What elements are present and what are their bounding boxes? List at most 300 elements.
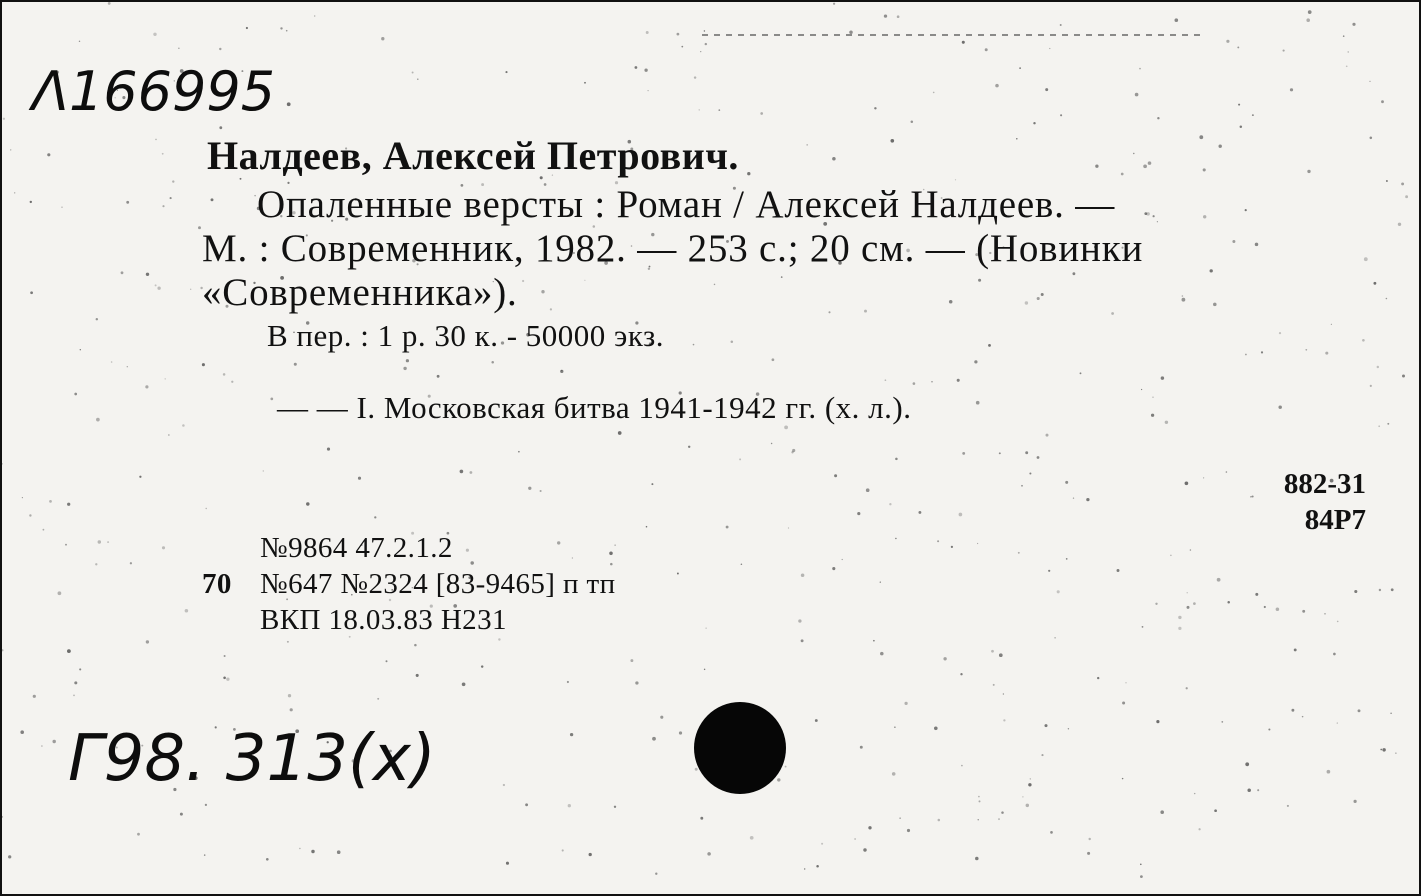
paper-speckle [828, 311, 830, 313]
paper-speckle [2, 816, 3, 818]
paper-speckle [705, 627, 706, 628]
paper-speckle [801, 639, 804, 642]
paper-speckle [995, 84, 999, 88]
paper-speckle [1226, 471, 1228, 473]
paper-speckle [1346, 65, 1348, 67]
paper-speckle [704, 669, 705, 670]
paper-speckle [1306, 18, 1310, 22]
paper-speckle [311, 850, 314, 853]
paper-speckle [219, 126, 222, 129]
paper-speckle [688, 446, 690, 448]
paper-speckle [1178, 616, 1181, 619]
paper-speckle [1155, 603, 1157, 605]
paper-speckle [857, 512, 860, 515]
paper-speckle [1386, 298, 1388, 300]
paper-speckle [951, 546, 953, 548]
paper-speckle [1308, 10, 1312, 14]
paper-speckle [618, 431, 622, 435]
paper-speckle [108, 2, 111, 5]
paper-speckle [1170, 555, 1171, 556]
paper-speckle [96, 318, 98, 320]
paper-speckle [1358, 709, 1361, 712]
paper-speckle [999, 452, 1001, 454]
paper-speckle [518, 451, 520, 453]
paper-speckle [890, 139, 894, 143]
paper-speckle [146, 273, 149, 276]
paper-speckle [1264, 606, 1266, 608]
paper-speckle [290, 708, 293, 711]
paper-speckle [386, 660, 388, 662]
paper-speckle [560, 370, 563, 373]
paper-speckle [1117, 569, 1120, 572]
paper-speckle [204, 854, 205, 855]
paper-speckle [162, 205, 164, 207]
paper-speckle [1402, 375, 1405, 378]
paper-speckle [1073, 497, 1074, 498]
paper-speckle [1049, 48, 1050, 49]
paper-speckle [568, 804, 571, 807]
paper-speckle [1378, 425, 1380, 427]
paper-speckle [1186, 687, 1188, 689]
paper-speckle [610, 563, 613, 566]
paper-speckle [3, 118, 5, 120]
registration-line-2: №647 №2324 [83-9465] п тп [260, 568, 616, 600]
paper-speckle [52, 740, 55, 743]
paper-speckle [1156, 720, 1159, 723]
paper-speckle [1151, 414, 1154, 417]
paper-speckle [1405, 195, 1408, 198]
paper-speckle [1095, 165, 1098, 168]
paper-speckle [1294, 648, 1297, 651]
paper-speckle [503, 784, 505, 786]
paper-speckle [589, 853, 592, 856]
paper-speckle [821, 843, 823, 845]
paper-speckle [1354, 800, 1357, 803]
paper-speckle [1182, 295, 1184, 297]
paper-speckle [414, 644, 417, 647]
paper-speckle [47, 153, 50, 156]
paper-speckle [695, 768, 698, 771]
paper-speckle [74, 681, 77, 684]
paper-speckle [804, 868, 805, 869]
paper-speckle [1072, 272, 1075, 275]
paper-speckle [630, 659, 633, 662]
paper-speckle [270, 398, 273, 401]
card-punch-hole [694, 702, 786, 794]
paper-speckle [286, 30, 288, 32]
paper-speckle [337, 850, 341, 854]
paper-speckle [1203, 477, 1204, 478]
paper-speckle [1041, 293, 1044, 296]
paper-speckle [1203, 215, 1206, 218]
paper-speckle [1041, 754, 1043, 756]
paper-speckle [30, 201, 32, 203]
paper-speckle [1305, 349, 1307, 351]
paper-speckle [162, 546, 165, 549]
paper-speckle [1238, 104, 1240, 106]
paper-speckle [714, 284, 716, 286]
paper-speckle [806, 144, 808, 146]
paper-speckle [168, 434, 169, 435]
paper-speckle [180, 813, 183, 816]
paper-speckle [280, 27, 282, 29]
handwritten-call-number: Г98. 313(х) [68, 722, 436, 796]
paper-speckle [287, 641, 289, 643]
paper-speckle [655, 873, 657, 875]
paper-speckle [874, 107, 876, 109]
paper-speckle [834, 474, 837, 477]
registration-line-1: №9864 47.2.1.2 [260, 532, 453, 564]
paper-speckle [8, 855, 11, 858]
paper-speckle [962, 452, 965, 455]
description-line-2: М. : Современник, 1982. — 253 с.; 20 см. — (Новинки [202, 227, 1144, 270]
paper-speckle [2, 649, 4, 651]
paper-speckle [1395, 752, 1396, 753]
paper-speckle [145, 385, 148, 388]
paper-speckle [288, 694, 291, 697]
paper-speckle [1219, 145, 1222, 148]
paper-speckle [1165, 421, 1168, 424]
paper-speckle [226, 678, 229, 681]
description-line-3: «Современника»). [202, 271, 518, 314]
paper-speckle [505, 71, 507, 73]
paper-speckle [1025, 301, 1028, 304]
paper-speckle [868, 826, 871, 829]
paper-speckle [1194, 793, 1195, 794]
paper-speckle [14, 192, 15, 193]
paper-speckle [1022, 796, 1023, 797]
paper-speckle [652, 737, 656, 741]
paper-speckle [1046, 434, 1049, 437]
paper-speckle [584, 280, 585, 281]
paper-speckle [1381, 100, 1384, 103]
paper-speckle [771, 443, 772, 444]
paper-speckle [1066, 558, 1068, 560]
paper-speckle [885, 379, 887, 381]
paper-speckle [781, 276, 783, 278]
paper-speckle [718, 109, 720, 111]
paper-speckle [1029, 472, 1031, 474]
paper-speckle [918, 511, 921, 514]
paper-speckle [1391, 588, 1394, 591]
paper-speckle [957, 379, 960, 382]
paper-speckle [660, 716, 663, 719]
paper-speckle [644, 69, 647, 72]
paper-speckle [1140, 864, 1142, 866]
paper-speckle [182, 424, 185, 427]
paper-speckle [130, 562, 132, 564]
paper-speckle [961, 765, 963, 767]
paper-speckle [646, 526, 648, 528]
paper-speckle [1135, 93, 1139, 97]
paper-speckle [614, 544, 615, 545]
paper-speckle [155, 284, 157, 286]
paper-speckle [833, 3, 835, 5]
paper-speckle [1217, 578, 1221, 582]
paper-speckle [266, 858, 269, 861]
paper-speckle [1257, 789, 1259, 791]
paper-speckle [880, 581, 881, 582]
paper-speckle [1221, 721, 1223, 723]
paper-speckle [95, 563, 97, 565]
price-line: В пер. : 1 р. 30 к. - 50000 экз. [267, 318, 664, 353]
paper-speckle [572, 557, 573, 558]
paper-speckle [374, 516, 376, 518]
paper-speckle [1377, 366, 1379, 368]
handwritten-shelf-mark: Λ166995 [32, 60, 276, 123]
paper-speckle [294, 363, 297, 366]
paper-speckle [1125, 682, 1126, 683]
paper-speckle [1198, 828, 1200, 830]
paper-speckle [1276, 607, 1280, 611]
paper-speckle [975, 857, 979, 861]
paper-speckle [224, 655, 226, 657]
paper-speckle [998, 818, 1000, 820]
paper-speckle [155, 139, 157, 141]
paper-speckle [470, 471, 473, 474]
paper-speckle [202, 363, 205, 366]
paper-speckle [1343, 35, 1345, 37]
paper-speckle [1398, 223, 1401, 226]
paper-speckle [562, 849, 564, 851]
paper-speckle [126, 201, 129, 204]
paper-speckle [1333, 653, 1336, 656]
paper-speckle [700, 817, 703, 820]
paper-speckle [1148, 161, 1152, 165]
paper-speckle [79, 41, 80, 42]
paper-speckle [884, 14, 887, 17]
paper-speckle [121, 271, 124, 274]
paper-speckle [741, 563, 743, 565]
paper-speckle [977, 543, 978, 544]
paper-speckle [1250, 496, 1252, 498]
paper-speckle [1140, 875, 1143, 878]
paper-speckle [705, 43, 707, 45]
paper-speckle [58, 591, 62, 595]
paper-speckle [1157, 221, 1158, 222]
paper-speckle [165, 378, 166, 379]
paper-speckle [1283, 50, 1285, 52]
paper-speckle [466, 549, 469, 552]
paper-speckle [943, 657, 946, 660]
paper-speckle [1018, 552, 1020, 554]
paper-speckle [223, 373, 226, 376]
paper-speckle [190, 289, 191, 290]
paper-speckle [437, 375, 440, 378]
paper-speckle [993, 684, 995, 686]
paper-speckle [681, 46, 683, 48]
paper-speckle [677, 573, 679, 575]
paper-speckle [747, 172, 750, 175]
paper-speckle [111, 361, 113, 363]
paper-speckle [33, 695, 36, 698]
paper-speckle [1161, 376, 1164, 379]
faded-top-line [702, 34, 1202, 36]
paper-speckle [107, 541, 109, 543]
paper-speckle [609, 552, 613, 556]
paper-speckle [1199, 135, 1203, 139]
paper-speckle [1182, 298, 1186, 302]
paper-speckle [892, 772, 896, 776]
paper-speckle [1033, 122, 1035, 124]
paper-speckle [1121, 173, 1124, 176]
paper-speckle [699, 109, 700, 110]
paper-speckle [904, 702, 907, 705]
registration-line-2-prefix: 70 [202, 568, 232, 600]
paper-speckle [999, 653, 1003, 657]
paper-speckle [750, 836, 754, 840]
paper-speckle [873, 640, 875, 642]
paper-speckle [1185, 481, 1189, 485]
paper-speckle [1348, 51, 1349, 52]
paper-speckle [1045, 88, 1048, 91]
paper-speckle [1337, 722, 1338, 723]
paper-speckle [1178, 627, 1181, 630]
paper-speckle [377, 698, 379, 700]
author-heading: Налдеев, Алексей Петрович. [207, 133, 739, 178]
paper-speckle [694, 76, 696, 78]
paper-speckle [470, 561, 473, 564]
paper-speckle [1054, 637, 1056, 639]
paper-speckle [1255, 243, 1259, 247]
paper-speckle [1030, 778, 1031, 779]
paper-speckle [211, 198, 214, 201]
paper-speckle [931, 381, 932, 382]
paper-speckle [567, 681, 569, 683]
paper-speckle [899, 817, 900, 818]
paper-speckle [1255, 593, 1258, 596]
paper-speckle [540, 490, 542, 492]
paper-speckle [306, 502, 309, 505]
paper-speckle [693, 344, 695, 346]
paper-speckle [96, 418, 100, 422]
paper-speckle [1037, 297, 1040, 300]
paper-speckle [1369, 81, 1370, 82]
paper-speckle [1037, 456, 1040, 459]
paper-speckle [985, 48, 988, 51]
paper-speckle [1387, 423, 1389, 425]
paper-speckle [788, 527, 789, 528]
paper-speckle [570, 733, 573, 736]
paper-speckle [205, 804, 207, 806]
paper-speckle [1193, 602, 1196, 605]
paper-speckle [784, 426, 788, 430]
paper-speckle [897, 15, 900, 18]
paper-speckle [127, 366, 128, 367]
paper-speckle [1157, 117, 1159, 119]
paper-speckle [860, 746, 863, 749]
paper-speckle [61, 206, 63, 208]
paper-speckle [1144, 212, 1147, 215]
paper-speckle [157, 287, 160, 290]
paper-speckle [162, 153, 164, 155]
paper-speckle [1325, 352, 1328, 355]
paper-speckle [988, 344, 991, 347]
paper-speckle [785, 766, 787, 768]
paper-speckle [1232, 240, 1235, 243]
paper-speckle [73, 695, 75, 697]
paper-speckle [1352, 23, 1355, 26]
paper-speckle [1143, 164, 1147, 168]
paper-speckle [1026, 804, 1029, 807]
paper-speckle [1025, 451, 1028, 454]
paper-speckle [491, 361, 494, 364]
paper-speckle [801, 574, 805, 578]
paper-speckle [1401, 182, 1404, 185]
paper-speckle [412, 72, 414, 74]
paper-speckle [1175, 18, 1179, 22]
paper-speckle [79, 668, 81, 670]
paper-speckle [460, 470, 464, 474]
paper-speckle [1279, 332, 1281, 334]
paper-speckle [263, 470, 264, 471]
paper-speckle [205, 508, 206, 509]
paper-speckle [842, 559, 843, 560]
paper-speckle [959, 513, 963, 517]
paper-speckle [1088, 838, 1090, 840]
paper-speckle [978, 819, 979, 820]
paper-speckle [937, 540, 939, 542]
paper-speckle [976, 401, 980, 405]
paper-speckle [978, 796, 980, 798]
paper-speckle [1290, 88, 1293, 91]
paper-speckle [1364, 257, 1368, 261]
paper-speckle [1160, 810, 1164, 814]
paper-speckle [792, 449, 795, 452]
paper-speckle [1152, 396, 1154, 398]
paper-speckle [416, 674, 419, 677]
paper-speckle [462, 682, 466, 686]
paper-speckle [1370, 385, 1372, 387]
paper-speckle [854, 838, 856, 840]
paper-speckle [647, 90, 648, 91]
paper-speckle [550, 308, 552, 310]
paper-speckle [777, 778, 780, 781]
paper-speckle [938, 819, 941, 822]
paper-speckle [731, 340, 734, 343]
paper-speckle [541, 290, 544, 293]
paper-speckle [481, 665, 483, 667]
paper-speckle [895, 538, 896, 539]
paper-speckle [832, 157, 836, 161]
paper-speckle [894, 726, 895, 727]
paper-speckle [1065, 481, 1068, 484]
classification-code-1: 882-31 [1283, 468, 1366, 500]
paper-speckle [1331, 324, 1332, 325]
paper-speckle [1001, 811, 1004, 814]
paper-speckle [20, 730, 24, 734]
paper-speckle [974, 360, 977, 363]
paper-speckle [1068, 728, 1069, 729]
paper-speckle [1213, 303, 1217, 307]
paper-speckle [1142, 626, 1144, 628]
paper-speckle [1291, 709, 1294, 712]
paper-speckle [49, 500, 52, 503]
paper-speckle [707, 852, 711, 856]
paper-speckle [30, 291, 33, 294]
paper-speckle [74, 393, 77, 396]
paper-speckle [43, 529, 45, 531]
paper-speckle [651, 483, 653, 485]
paper-speckle [41, 745, 43, 747]
paper-speckle [557, 541, 560, 544]
paper-speckle [381, 37, 384, 40]
paper-speckle [1302, 716, 1304, 718]
paper-speckle [584, 82, 586, 84]
paper-speckle [1111, 312, 1114, 315]
paper-speckle [65, 544, 67, 546]
paper-speckle [528, 487, 531, 490]
